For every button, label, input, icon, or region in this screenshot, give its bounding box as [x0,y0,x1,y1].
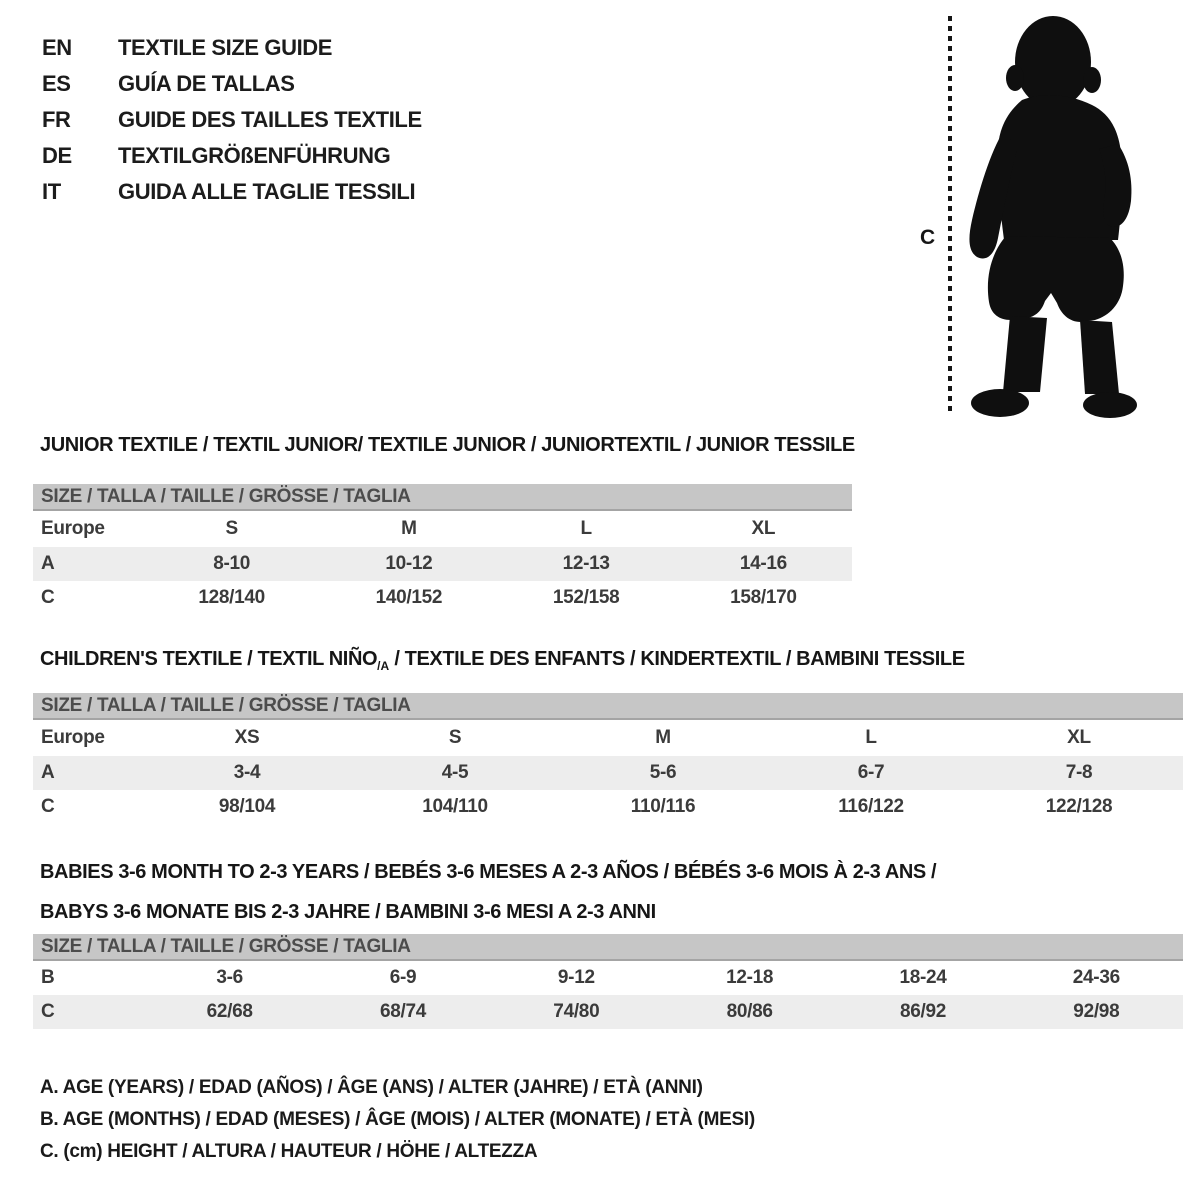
children-size-table [33,693,1183,824]
children-title-post: / TEXTILE DES ENFANTS / KINDERTEXTIL / BAMBINI TESSILE [389,648,965,670]
height-value: 116/122 [838,796,904,817]
size-value: S [448,727,462,748]
height-value: 74/80 [553,1001,600,1022]
age-value: 3-4 [233,762,261,783]
row-label: A [41,553,55,574]
language-title-list [42,30,422,210]
height-value: 110/116 [630,796,696,817]
months-value: 24-36 [1072,967,1120,988]
guide-title-it: GUIDA ALLE TAGLIE TESSILI [118,179,416,204]
age-value: 7-8 [1065,762,1093,783]
language-code: ES [42,71,71,96]
junior-section-title: JUNIOR TEXTILE / TEXTIL JUNIOR/ TEXTILE JUNIOR / JUNIORTEXTIL / JUNIOR TESSILE [40,434,855,456]
height-value: 86/92 [899,1001,947,1022]
age-value: 5-6 [649,762,677,783]
months-value: 9-12 [557,967,595,988]
size-value: XS [234,727,260,748]
legend-height-cm: C. (cm) HEIGHT / ALTURA / HAUTEUR / HÖHE / ALTEZZA [40,1141,538,1162]
height-value: 122/128 [1045,796,1113,817]
babies-section-title [40,852,936,932]
language-row-fr [42,102,422,138]
language-code: IT [42,179,61,204]
language-code: DE [42,143,72,168]
row-label: C [41,1001,55,1022]
row-label: A [41,762,55,783]
months-value: 12-18 [726,967,774,988]
months-value: 3-6 [216,967,243,988]
height-measure-label: C [920,226,936,249]
language-code: FR [42,107,71,132]
row-label: C [41,587,55,608]
height-value: 62/68 [206,1001,253,1022]
height-value: 92/98 [1073,1001,1120,1022]
age-value: 4-5 [441,762,469,783]
size-header-band: SIZE / TALLA / TAILLE / GRÖSSE / TAGLIA [33,934,1183,961]
size-header-band: SIZE / TALLA / TAILLE / GRÖSSE / TAGLIA [33,484,852,511]
language-row-it [42,174,422,210]
months-value: 18-24 [899,967,947,988]
height-value: 140/152 [375,587,443,608]
size-header-band: SIZE / TALLA / TAILLE / GRÖSSE / TAGLIA [33,693,1183,720]
size-value: L [580,518,592,539]
size-value: XL [751,518,776,539]
height-value: 152/158 [552,587,620,608]
table-row-height [33,790,1183,824]
age-value: 8-10 [213,553,251,574]
age-value: 6-7 [857,762,885,783]
height-value: 98/104 [218,796,276,817]
age-value: 14-16 [739,553,787,574]
size-value: S [225,518,238,539]
language-row-de [42,138,422,174]
size-value: M [401,518,417,539]
children-title-pre: CHILDREN'S TEXTILE / TEXTIL NIÑO [40,648,378,670]
language-code: EN [42,35,72,60]
guide-title-es: GUÍA DE TALLAS [118,71,295,96]
table-row-europe [33,511,852,547]
height-value: 158/170 [730,587,797,608]
height-value: 68/74 [379,1001,427,1022]
row-label: B [41,967,55,988]
toddler-figure [900,8,1150,436]
table-row-age [33,756,1183,790]
measurement-legend [40,1072,755,1168]
age-value: 12-13 [562,553,610,574]
legend-age-months: B. AGE (MONTHS) / EDAD (MESES) / ÂGE (MOIS) / ALTER (MONATE) / ETÀ (MESI) [40,1109,755,1130]
guide-title-fr: GUIDE DES TAILLES TEXTILE [118,107,422,132]
size-value: L [865,727,877,748]
guide-title-de: TEXTILGRÖßENFÜHRUNG [118,143,391,168]
language-row-en [42,30,422,66]
language-row-es [42,66,422,102]
age-value: 10-12 [385,553,433,574]
size-value: M [655,727,671,748]
row-label: C [41,796,55,817]
babies-title-line1: BABIES 3-6 MONTH TO 2-3 YEARS / BEBÉS 3-6 MESES A 2-3 AÑOS / BÉBÉS 3-6 MOIS À 2-3 ANS / [40,861,937,883]
babies-title-line2: BABYS 3-6 MONATE BIS 2-3 JAHRE / BAMBINI 3-6 MESI A 2-3 ANNI [40,901,656,923]
months-value: 6-9 [389,967,417,988]
children-section-title [40,648,965,673]
size-value: XL [1067,727,1091,748]
table-row-age [33,547,852,581]
table-row-months [33,961,1183,995]
legend-age-years: A. AGE (YEARS) / EDAD (AÑOS) / ÂGE (ANS) / ALTER (JAHRE) / ETÀ (ANNI) [40,1077,703,1098]
height-value: 80/86 [726,1001,773,1022]
row-label: Europe [41,518,105,539]
junior-size-table [33,484,852,615]
children-title-sub: /A [377,659,390,673]
height-value: 128/140 [198,587,265,608]
toddler-silhouette-icon [969,16,1137,418]
row-label: Europe [41,727,105,748]
height-value: 104/110 [422,796,488,817]
babies-size-table [33,934,1183,1029]
table-row-height [33,995,1183,1029]
guide-title-en: TEXTILE SIZE GUIDE [118,35,333,60]
table-row-europe [33,720,1183,756]
table-row-height [33,581,852,615]
